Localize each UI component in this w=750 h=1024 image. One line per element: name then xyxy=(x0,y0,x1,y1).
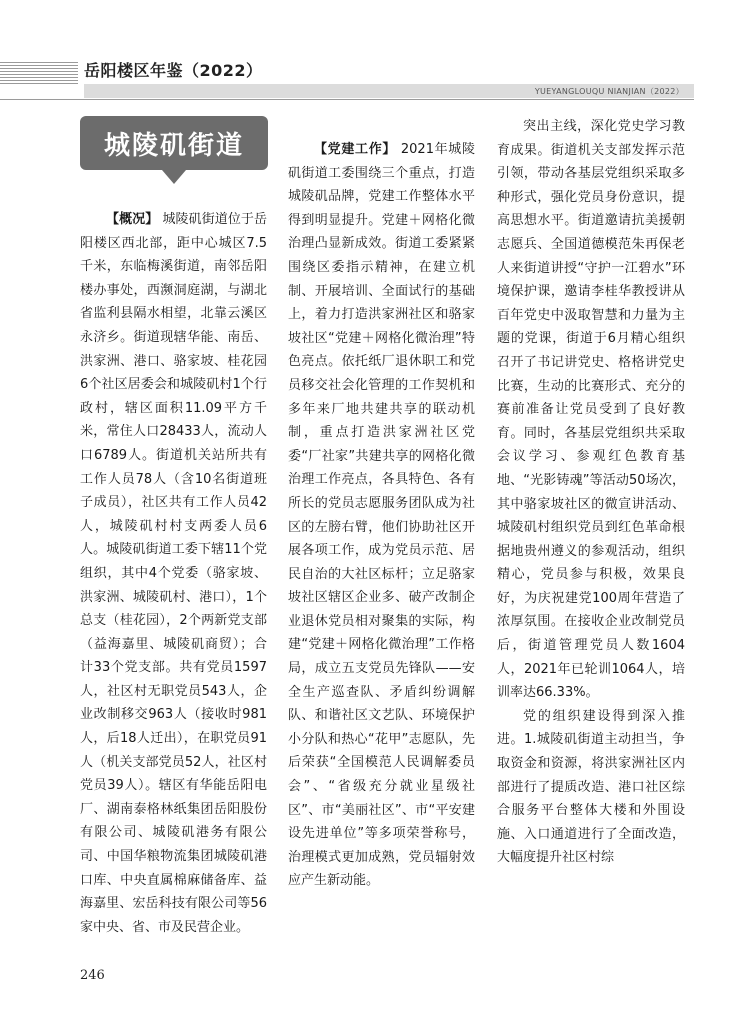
overview-text: 城陵矶街道位于岳阳楼区西北部，距中心城区7.5千米，东临梅溪街道，南邻岳阳楼办事处，西濒洞庭湖，与湖北省监利县隔水相望，北靠云溪区永济乡。街道现辖华能、南岳、洪家洲、港口、骆家坡、桂花园6个社区居委会和城陵矶村1个行政村，辖区面积11.09平方千米，常住人口28433人，流动人口6789人。街道机关站所共有工作人员78人（含10名街道班子成员），社区共有工作人员42人，城陵矶村村支两委人员6人。城陵矶街道工委下辖11个党组织，其中4个党委（骆家坡、洪家洲、城陵矶村、港口），1个总支（桂花园），2个两新党支部（益海嘉里、城陵矶商贸）；合计33个党支部。共有党员1597人，社区村无职党员543人，企业改制移交963人（接收时981人，后18人迁出），在职党员91人（机关支部党员52人，社区村党员39人）。辖区有华能岳阳电厂、湖南泰格林纸集团岳阳股份有限公司、城陵矶港务有限公司、中国华粮物流集团城陵矶港口库、中央直属棉麻储备库、益海嘉里、宏岳科技有限公司等56家中央、省、市及民营企业。 xyxy=(80,212,267,935)
section-title: 城陵矶街道 xyxy=(80,116,268,170)
yearbook-subtitle-bar xyxy=(84,84,694,98)
yearbook-title: 岳阳楼区年鉴（2022） xyxy=(84,61,263,80)
article-column-2 xyxy=(288,115,475,893)
column-spacer xyxy=(288,115,475,138)
overview-paragraph xyxy=(80,208,267,939)
page-number: 246 xyxy=(80,968,105,983)
party-work-paragraph xyxy=(288,138,475,893)
section-title-pointer xyxy=(162,170,186,184)
party-history-paragraph: 突出主线，深化党史学习教育成果。街道机关支部发挥示范引领，带动各基层党组织采取多种形式，强化党员身份意识，提高思想水平。街道邀请抗美援朝志愿兵、全国道德模范朱再保老人来街道讲授“守护一江碧水”环境保护课，邀请李桂华教授讲从百年党史中汲取智慧和力量为主题的党课，街道于6月精心组织召开了书记讲党史、格格讲党史比赛，生动的比赛形式、充分的赛前准备让党员受到了良好教育。同时，各基层党组织共采取会议学习、参观红色教育基地、“光影铸魂”等活动50场次，其中骆家坡社区的微宣讲活动、城陵矶村组织党员到红色革命根据地贵州遵义的参观活动，组织精心，党员参与积极，效果良好，为庆祝建党100周年营造了浓厚氛围。在接收企业改制党员后，街道管理党员人数1604人，2021年已轮训1064人，培训率达66.33%。 xyxy=(497,119,685,701)
party-work-label: 【党建工作】 xyxy=(314,142,397,157)
article-column-1 xyxy=(80,208,267,939)
yearbook-subtitle: YUEYANGLOUQU NIANJIAN（2022） xyxy=(534,86,684,96)
party-work-text: 2021年城陵矶街道工委围绕三个重点，打造城陵矶品牌，党建工作整体水平得到明显提升。党建＋网格化微治理凸显新成效。街道工委紧紧围绕区委指示精神，在建立机制、开展培训、全面试行的基础上，着力打造洪家洲社区和骆家坡社区“党建＋网格化微治理”特色亮点。依托纸厂退休职工和党员移交社会化管理的工作契机和多年来厂地共建共享的联动机制，重点打造洪家洲社区党委“厂社家”共建共享的网格化微治理工作亮点，各具特色、各有所长的党员志愿服务团队成为社区的左膀右臂，他们协助社区开展各项工作，成为党员示范、居民自治的大社区标杆；立足骆家坡社区辖区企业多、破产改制企业退休党员相对聚集的实际，构建“党建＋网格化微治理”工作格局，成立五支党员先锋队——安全生产巡查队、矛盾纠纷调解队、和谐社区文艺队、环境保护小分队和热心“花甲”志愿队，先后荣获“全国模范人民调解委员会”、“省级充分就业星级社区”、市“美丽社区”、市“平安建设先进单位”等多项荣誉称号，治理模式更加成熟，党员辐射效应产生新动能。 xyxy=(288,142,475,889)
org-building-paragraph: 党的组织建设得到深入推进。1.城陵矶街道主动担当，争取资金和资源，将洪家洲社区内部进行了提质改造、港口社区综合服务平台整体大楼和外围设施、入口通道进行了全面改造，大幅度提升社区村综 xyxy=(497,708,685,866)
article-column-3 xyxy=(497,115,685,870)
header-decoration xyxy=(0,62,78,86)
header-rule xyxy=(0,99,694,100)
overview-label: 【概况】 xyxy=(106,212,159,227)
